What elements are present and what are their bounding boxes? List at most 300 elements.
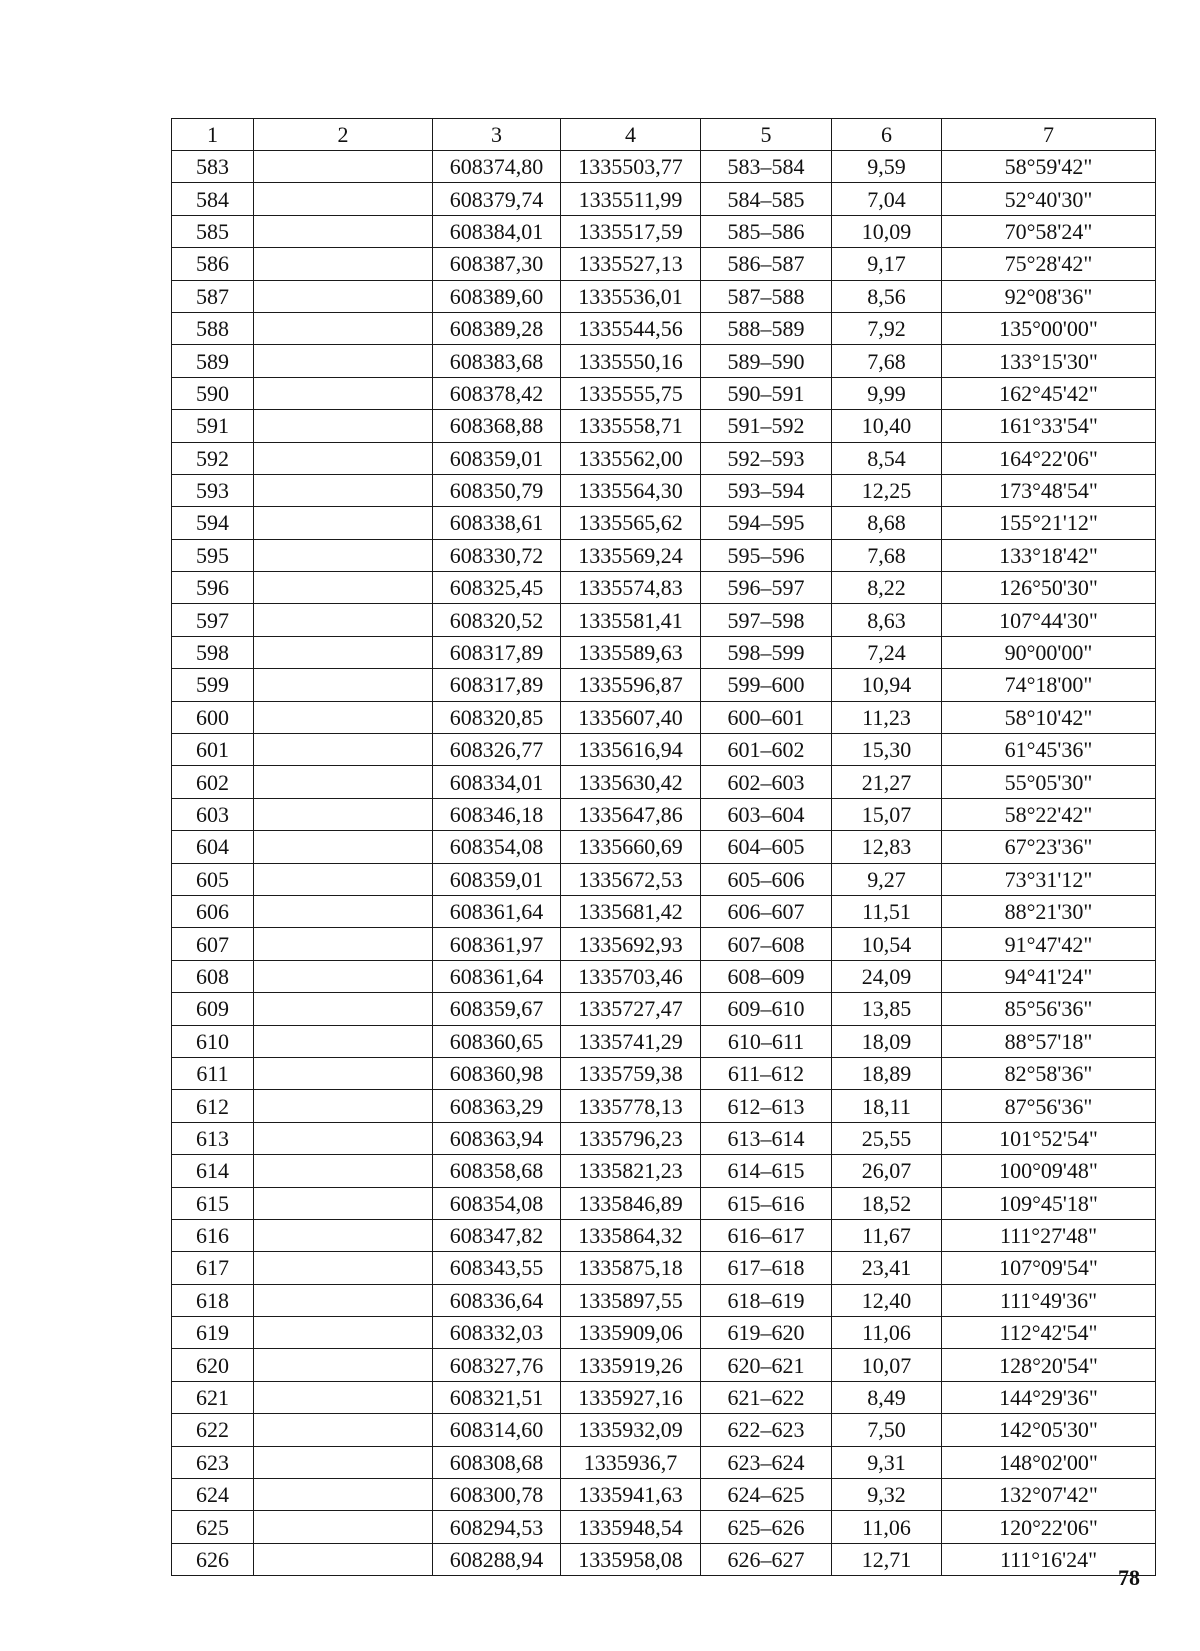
table-row: [172, 960, 1156, 992]
table-row: [172, 1381, 1156, 1413]
cell-length: 9,17: [832, 248, 942, 280]
table-row: [172, 151, 1156, 183]
cell-segment: 595–596: [701, 539, 832, 571]
cell-y-coordinate: 1335647,86: [561, 798, 701, 830]
cell-x-coordinate: 608330,72: [433, 539, 561, 571]
cell-point-number: 625: [172, 1511, 254, 1543]
cell-y-coordinate: 1335778,13: [561, 1090, 701, 1122]
cell-point-number: 608: [172, 960, 254, 992]
cell-x-coordinate: 608347,82: [433, 1219, 561, 1251]
cell-segment: 583–584: [701, 151, 832, 183]
cell-point-name: [254, 669, 433, 701]
cell-y-coordinate: 1335558,71: [561, 410, 701, 442]
cell-point-number: 598: [172, 636, 254, 668]
cell-point-number: 621: [172, 1381, 254, 1413]
cell-point-name: [254, 960, 433, 992]
cell-point-name: [254, 377, 433, 409]
cell-point-name: [254, 863, 433, 895]
table-row: [172, 798, 1156, 830]
cell-direction-angle: 111°49'36": [942, 1284, 1156, 1316]
cell-x-coordinate: 608288,94: [433, 1543, 561, 1575]
cell-point-name: [254, 1155, 433, 1187]
cell-point-number: 624: [172, 1479, 254, 1511]
cell-y-coordinate: 1335550,16: [561, 345, 701, 377]
table-row: [172, 1511, 1156, 1543]
cell-x-coordinate: 608374,80: [433, 151, 561, 183]
cell-length: 11,06: [832, 1511, 942, 1543]
cell-x-coordinate: 608361,97: [433, 928, 561, 960]
cell-length: 21,27: [832, 766, 942, 798]
cell-length: 9,31: [832, 1446, 942, 1478]
cell-direction-angle: 91°47'42": [942, 928, 1156, 960]
cell-point-number: 597: [172, 604, 254, 636]
table-row: [172, 636, 1156, 668]
cell-y-coordinate: 1335589,63: [561, 636, 701, 668]
cell-point-name: [254, 345, 433, 377]
table-row: [172, 312, 1156, 344]
cell-x-coordinate: 608354,08: [433, 831, 561, 863]
table-row: [172, 895, 1156, 927]
cell-point-number: 591: [172, 410, 254, 442]
table-row: [172, 1414, 1156, 1446]
table-row: [172, 1446, 1156, 1478]
cell-direction-angle: 58°10'42": [942, 701, 1156, 733]
cell-point-number: 612: [172, 1090, 254, 1122]
cell-point-name: [254, 1284, 433, 1316]
cell-point-name: [254, 1057, 433, 1089]
cell-y-coordinate: 1335565,62: [561, 507, 701, 539]
cell-point-number: 607: [172, 928, 254, 960]
cell-y-coordinate: 1335660,69: [561, 831, 701, 863]
cell-point-number: 592: [172, 442, 254, 474]
cell-segment: 584–585: [701, 183, 832, 215]
cell-length: 10,54: [832, 928, 942, 960]
cell-x-coordinate: 608359,01: [433, 863, 561, 895]
cell-x-coordinate: 608363,29: [433, 1090, 561, 1122]
cell-segment: 601–602: [701, 734, 832, 766]
cell-point-number: 623: [172, 1446, 254, 1478]
cell-x-coordinate: 608300,78: [433, 1479, 561, 1511]
cell-point-number: 583: [172, 151, 254, 183]
cell-point-number: 600: [172, 701, 254, 733]
cell-x-coordinate: 608379,74: [433, 183, 561, 215]
cell-x-coordinate: 608360,65: [433, 1025, 561, 1057]
cell-length: 8,68: [832, 507, 942, 539]
table-row: [172, 1317, 1156, 1349]
cell-length: 15,30: [832, 734, 942, 766]
table-row: [172, 345, 1156, 377]
cell-x-coordinate: 608317,89: [433, 669, 561, 701]
cell-point-number: 619: [172, 1317, 254, 1349]
table-row: [172, 410, 1156, 442]
table-row: [172, 1090, 1156, 1122]
cell-y-coordinate: 1335517,59: [561, 215, 701, 247]
cell-segment: 624–625: [701, 1479, 832, 1511]
cell-segment: 596–597: [701, 572, 832, 604]
table-row: [172, 1543, 1156, 1575]
page-number: 78: [1118, 1565, 1140, 1590]
table-row: [172, 1122, 1156, 1154]
cell-length: 8,63: [832, 604, 942, 636]
cell-direction-angle: 75°28'42": [942, 248, 1156, 280]
cell-point-name: [254, 151, 433, 183]
cell-point-number: 604: [172, 831, 254, 863]
cell-point-number: 618: [172, 1284, 254, 1316]
cell-x-coordinate: 608359,01: [433, 442, 561, 474]
cell-point-number: 626: [172, 1543, 254, 1575]
cell-direction-angle: 107°44'30": [942, 604, 1156, 636]
cell-segment: 604–605: [701, 831, 832, 863]
cell-length: 12,25: [832, 474, 942, 506]
cell-length: 12,40: [832, 1284, 942, 1316]
cell-length: 11,67: [832, 1219, 942, 1251]
cell-segment: 611–612: [701, 1057, 832, 1089]
cell-point-name: [254, 1187, 433, 1219]
cell-point-number: 606: [172, 895, 254, 927]
cell-y-coordinate: 1335727,47: [561, 993, 701, 1025]
table-row: [172, 1057, 1156, 1089]
cell-point-number: 587: [172, 280, 254, 312]
cell-point-name: [254, 1414, 433, 1446]
cell-direction-angle: 109°45'18": [942, 1187, 1156, 1219]
cell-x-coordinate: 608387,30: [433, 248, 561, 280]
header-cell-col6: 6: [832, 119, 942, 151]
cell-segment: 587–588: [701, 280, 832, 312]
cell-x-coordinate: 608336,64: [433, 1284, 561, 1316]
coordinates-table-container: [171, 118, 1155, 1576]
cell-length: 7,68: [832, 345, 942, 377]
table-row: [172, 604, 1156, 636]
cell-segment: 593–594: [701, 474, 832, 506]
cell-point-number: 622: [172, 1414, 254, 1446]
cell-y-coordinate: 1335672,53: [561, 863, 701, 895]
header-cell-col2: 2: [254, 119, 433, 151]
cell-segment: 613–614: [701, 1122, 832, 1154]
cell-direction-angle: 144°29'36": [942, 1381, 1156, 1413]
cell-segment: 612–613: [701, 1090, 832, 1122]
cell-point-number: 616: [172, 1219, 254, 1251]
cell-point-number: 589: [172, 345, 254, 377]
cell-x-coordinate: 608363,94: [433, 1122, 561, 1154]
cell-length: 23,41: [832, 1252, 942, 1284]
cell-y-coordinate: 1335562,00: [561, 442, 701, 474]
cell-direction-angle: 120°22'06": [942, 1511, 1156, 1543]
cell-direction-angle: 88°57'18": [942, 1025, 1156, 1057]
cell-direction-angle: 58°59'42": [942, 151, 1156, 183]
cell-direction-angle: 133°18'42": [942, 539, 1156, 571]
cell-y-coordinate: 1335555,75: [561, 377, 701, 409]
cell-direction-angle: 162°45'42": [942, 377, 1156, 409]
cell-y-coordinate: 1335596,87: [561, 669, 701, 701]
cell-direction-angle: 148°02'00": [942, 1446, 1156, 1478]
cell-y-coordinate: 1335936,7: [561, 1446, 701, 1478]
cell-segment: 626–627: [701, 1543, 832, 1575]
cell-point-number: 613: [172, 1122, 254, 1154]
cell-x-coordinate: 608360,98: [433, 1057, 561, 1089]
table-row: [172, 248, 1156, 280]
cell-length: 7,50: [832, 1414, 942, 1446]
header-cell-col4: 4: [561, 119, 701, 151]
table-row: [172, 1349, 1156, 1381]
cell-y-coordinate: 1335932,09: [561, 1414, 701, 1446]
cell-length: 26,07: [832, 1155, 942, 1187]
cell-point-number: 611: [172, 1057, 254, 1089]
cell-y-coordinate: 1335909,06: [561, 1317, 701, 1349]
cell-length: 18,11: [832, 1090, 942, 1122]
cell-length: 9,27: [832, 863, 942, 895]
cell-direction-angle: 101°52'54": [942, 1122, 1156, 1154]
cell-segment: 588–589: [701, 312, 832, 344]
cell-segment: 594–595: [701, 507, 832, 539]
cell-y-coordinate: 1335821,23: [561, 1155, 701, 1187]
cell-point-name: [254, 701, 433, 733]
cell-segment: 600–601: [701, 701, 832, 733]
table-row: [172, 669, 1156, 701]
cell-segment: 589–590: [701, 345, 832, 377]
cell-point-name: [254, 215, 433, 247]
cell-x-coordinate: 608332,03: [433, 1317, 561, 1349]
cell-point-number: 590: [172, 377, 254, 409]
cell-x-coordinate: 608320,85: [433, 701, 561, 733]
cell-segment: 591–592: [701, 410, 832, 442]
cell-length: 11,51: [832, 895, 942, 927]
cell-x-coordinate: 608320,52: [433, 604, 561, 636]
table-row: [172, 734, 1156, 766]
cell-x-coordinate: 608343,55: [433, 1252, 561, 1284]
cell-y-coordinate: 1335692,93: [561, 928, 701, 960]
table-row: [172, 863, 1156, 895]
cell-y-coordinate: 1335536,01: [561, 280, 701, 312]
cell-segment: 619–620: [701, 1317, 832, 1349]
cell-y-coordinate: 1335574,83: [561, 572, 701, 604]
cell-x-coordinate: 608326,77: [433, 734, 561, 766]
cell-point-name: [254, 928, 433, 960]
table-row: [172, 442, 1156, 474]
cell-y-coordinate: 1335503,77: [561, 151, 701, 183]
cell-point-number: 620: [172, 1349, 254, 1381]
cell-point-number: 605: [172, 863, 254, 895]
table-row: [172, 377, 1156, 409]
cell-y-coordinate: 1335544,56: [561, 312, 701, 344]
cell-direction-angle: 92°08'36": [942, 280, 1156, 312]
cell-direction-angle: 173°48'54": [942, 474, 1156, 506]
cell-y-coordinate: 1335897,55: [561, 1284, 701, 1316]
cell-length: 10,07: [832, 1349, 942, 1381]
cell-segment: 621–622: [701, 1381, 832, 1413]
cell-x-coordinate: 608294,53: [433, 1511, 561, 1543]
cell-length: 7,04: [832, 183, 942, 215]
cell-point-number: 609: [172, 993, 254, 1025]
table-row: [172, 183, 1156, 215]
cell-x-coordinate: 608325,45: [433, 572, 561, 604]
cell-y-coordinate: 1335607,40: [561, 701, 701, 733]
cell-direction-angle: 82°58'36": [942, 1057, 1156, 1089]
cell-direction-angle: 164°22'06": [942, 442, 1156, 474]
cell-y-coordinate: 1335958,08: [561, 1543, 701, 1575]
cell-direction-angle: 88°21'30": [942, 895, 1156, 927]
cell-direction-angle: 85°56'36": [942, 993, 1156, 1025]
table-row: [172, 474, 1156, 506]
table-row: [172, 572, 1156, 604]
cell-direction-angle: 52°40'30": [942, 183, 1156, 215]
cell-y-coordinate: 1335527,13: [561, 248, 701, 280]
cell-length: 10,40: [832, 410, 942, 442]
cell-segment: 618–619: [701, 1284, 832, 1316]
table-header-row: [172, 119, 1156, 151]
header-cell-col5: 5: [701, 119, 832, 151]
cell-direction-angle: 94°41'24": [942, 960, 1156, 992]
table-row: [172, 215, 1156, 247]
table-row: [172, 1284, 1156, 1316]
cell-point-name: [254, 507, 433, 539]
cell-direction-angle: 111°27'48": [942, 1219, 1156, 1251]
cell-y-coordinate: 1335927,16: [561, 1381, 701, 1413]
cell-direction-angle: 142°05'30": [942, 1414, 1156, 1446]
cell-point-name: [254, 1252, 433, 1284]
cell-length: 12,71: [832, 1543, 942, 1575]
cell-point-name: [254, 248, 433, 280]
cell-x-coordinate: 608384,01: [433, 215, 561, 247]
cell-point-name: [254, 1090, 433, 1122]
cell-point-name: [254, 1381, 433, 1413]
cell-direction-angle: 135°00'00": [942, 312, 1156, 344]
cell-length: 8,56: [832, 280, 942, 312]
cell-x-coordinate: 608368,88: [433, 410, 561, 442]
cell-segment: 585–586: [701, 215, 832, 247]
cell-x-coordinate: 608361,64: [433, 960, 561, 992]
cell-point-name: [254, 831, 433, 863]
cell-segment: 616–617: [701, 1219, 832, 1251]
cell-x-coordinate: 608389,60: [433, 280, 561, 312]
cell-segment: 607–608: [701, 928, 832, 960]
cell-point-number: 593: [172, 474, 254, 506]
cell-direction-angle: 100°09'48": [942, 1155, 1156, 1187]
cell-point-name: [254, 895, 433, 927]
cell-point-name: [254, 280, 433, 312]
cell-point-name: [254, 1349, 433, 1381]
cell-y-coordinate: 1335864,32: [561, 1219, 701, 1251]
cell-point-name: [254, 442, 433, 474]
cell-length: 7,92: [832, 312, 942, 344]
cell-length: 24,09: [832, 960, 942, 992]
table-row: [172, 1025, 1156, 1057]
table-row: [172, 507, 1156, 539]
cell-y-coordinate: 1335681,42: [561, 895, 701, 927]
table-row: [172, 539, 1156, 571]
cell-y-coordinate: 1335846,89: [561, 1187, 701, 1219]
cell-length: 9,59: [832, 151, 942, 183]
cell-length: 12,83: [832, 831, 942, 863]
cell-segment: 610–611: [701, 1025, 832, 1057]
table-body: [172, 119, 1156, 1576]
cell-point-number: 596: [172, 572, 254, 604]
cell-direction-angle: 112°42'54": [942, 1317, 1156, 1349]
coordinates-table: [171, 118, 1156, 1576]
cell-x-coordinate: 608321,51: [433, 1381, 561, 1413]
cell-x-coordinate: 608334,01: [433, 766, 561, 798]
cell-point-number: 601: [172, 734, 254, 766]
cell-segment: 622–623: [701, 1414, 832, 1446]
cell-y-coordinate: 1335741,29: [561, 1025, 701, 1057]
table-row: [172, 280, 1156, 312]
table-row: [172, 831, 1156, 863]
cell-point-name: [254, 1317, 433, 1349]
cell-x-coordinate: 608317,89: [433, 636, 561, 668]
cell-length: 8,22: [832, 572, 942, 604]
cell-length: 10,94: [832, 669, 942, 701]
cell-direction-angle: 58°22'42": [942, 798, 1156, 830]
cell-point-name: [254, 312, 433, 344]
cell-point-name: [254, 766, 433, 798]
cell-x-coordinate: 608358,68: [433, 1155, 561, 1187]
cell-length: 11,23: [832, 701, 942, 733]
table-row: [172, 1479, 1156, 1511]
cell-point-name: [254, 1446, 433, 1478]
cell-point-name: [254, 474, 433, 506]
cell-y-coordinate: 1335569,24: [561, 539, 701, 571]
cell-point-number: 615: [172, 1187, 254, 1219]
cell-length: 8,54: [832, 442, 942, 474]
cell-y-coordinate: 1335581,41: [561, 604, 701, 636]
cell-direction-angle: 61°45'36": [942, 734, 1156, 766]
cell-direction-angle: 126°50'30": [942, 572, 1156, 604]
table-row: [172, 993, 1156, 1025]
cell-point-name: [254, 636, 433, 668]
cell-direction-angle: 55°05'30": [942, 766, 1156, 798]
cell-point-number: 617: [172, 1252, 254, 1284]
cell-segment: 620–621: [701, 1349, 832, 1381]
cell-length: 7,24: [832, 636, 942, 668]
cell-point-number: 602: [172, 766, 254, 798]
cell-x-coordinate: 608346,18: [433, 798, 561, 830]
cell-length: 15,07: [832, 798, 942, 830]
cell-direction-angle: 107°09'54": [942, 1252, 1156, 1284]
cell-segment: 592–593: [701, 442, 832, 474]
cell-segment: 606–607: [701, 895, 832, 927]
cell-y-coordinate: 1335875,18: [561, 1252, 701, 1284]
cell-direction-angle: 111°16'24": [942, 1543, 1156, 1575]
cell-direction-angle: 132°07'42": [942, 1479, 1156, 1511]
cell-segment: 625–626: [701, 1511, 832, 1543]
table-row: [172, 1187, 1156, 1219]
cell-direction-angle: 90°00'00": [942, 636, 1156, 668]
cell-segment: 615–616: [701, 1187, 832, 1219]
cell-length: 9,99: [832, 377, 942, 409]
cell-direction-angle: 67°23'36": [942, 831, 1156, 863]
cell-y-coordinate: 1335511,99: [561, 183, 701, 215]
cell-y-coordinate: 1335796,23: [561, 1122, 701, 1154]
cell-segment: 598–599: [701, 636, 832, 668]
cell-point-name: [254, 539, 433, 571]
cell-point-name: [254, 410, 433, 442]
table-row: [172, 1155, 1156, 1187]
cell-x-coordinate: 608378,42: [433, 377, 561, 409]
table-row: [172, 766, 1156, 798]
cell-point-name: [254, 183, 433, 215]
cell-segment: 602–603: [701, 766, 832, 798]
cell-segment: 597–598: [701, 604, 832, 636]
cell-length: 18,09: [832, 1025, 942, 1057]
cell-direction-angle: 128°20'54": [942, 1349, 1156, 1381]
cell-point-number: 585: [172, 215, 254, 247]
cell-point-name: [254, 734, 433, 766]
cell-point-number: 614: [172, 1155, 254, 1187]
cell-x-coordinate: 608350,79: [433, 474, 561, 506]
cell-direction-angle: 155°21'12": [942, 507, 1156, 539]
cell-point-number: 584: [172, 183, 254, 215]
cell-point-name: [254, 1543, 433, 1575]
cell-segment: 609–610: [701, 993, 832, 1025]
